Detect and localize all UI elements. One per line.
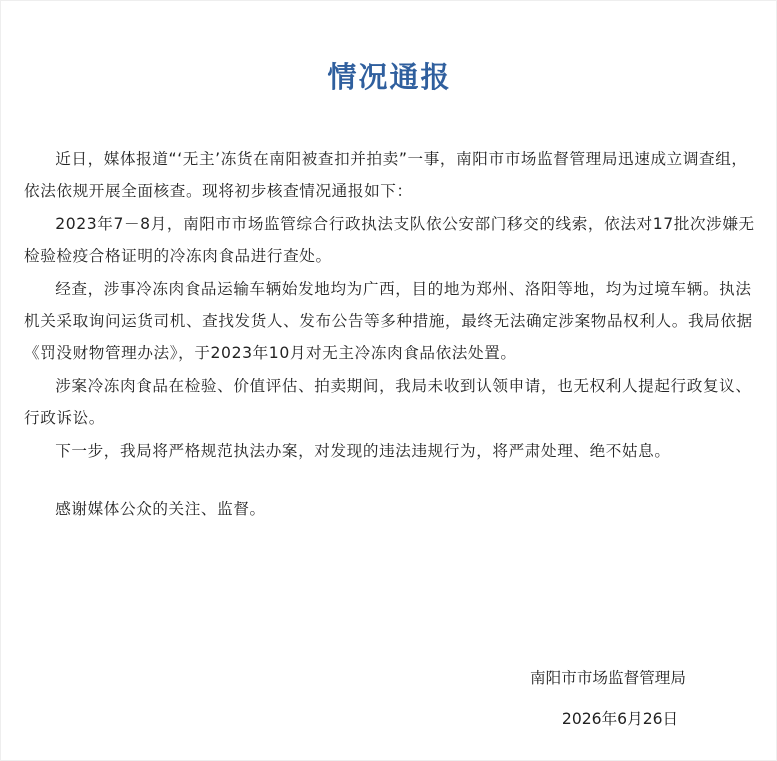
paragraph-enforcement: 2023年7－8月，南阳市市场监管综合行政执法支队依公安部门移交的线索，依法对17批次涉嫌无检验检疫合格证明的冷冻肉食品进行查处。 bbox=[24, 214, 755, 266]
signature-date: 2026年6月26日 bbox=[561, 710, 679, 728]
paragraph-closing: 感谢媒体公众的关注、监督。 bbox=[55, 500, 266, 519]
paragraph-no-claims: 涉案冷冻肉食品在检验、价值评估、拍卖期间，我局未收到认领申请，也无权利人提起行政复议、行政诉讼。 bbox=[24, 376, 752, 428]
signature-org: 南阳市市场监督管理局 bbox=[530, 669, 686, 687]
signature-block bbox=[530, 662, 686, 735]
paragraph-intro: 近日，媒体报道“‘无主’冻货在南阳被查扣并拍卖”一事，南阳市市场监督管理局迅速成立调查组，依法依规开展全面核查。现将初步核查情况通报如下： bbox=[24, 150, 748, 201]
document-title: 情况通报 bbox=[327, 60, 452, 94]
paragraph-next-steps: 下一步，我局将严格规范执法办案，对发现的违法违规行为，将严肃处理、绝不姑息。 bbox=[55, 441, 671, 460]
document-body bbox=[24, 143, 756, 525]
paragraph-investigation: 经查，涉事冷冻肉食品运输车辆始发地均为广西，目的地为郑州、洛阳等地，均为过境车辆。执法机关采取询问运货司机、查找发货人、发布公告等多种措施，最终无法确定涉案物品权利人。我局依据《罚没财物管理办法》，于2023年10月对无主冷冻肉食品依法处置。 bbox=[24, 279, 753, 363]
paragraph-spacer bbox=[24, 467, 756, 493]
